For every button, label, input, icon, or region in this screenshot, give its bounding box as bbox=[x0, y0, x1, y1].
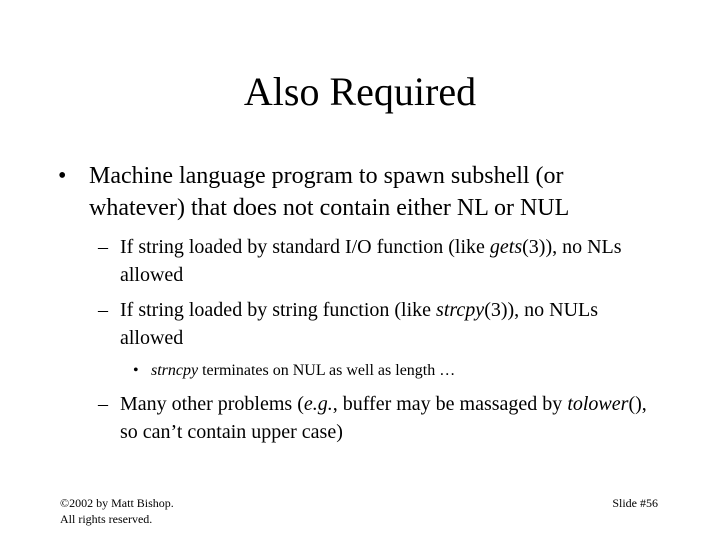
slide-title: Also Required bbox=[243, 69, 477, 114]
sub-bullet-item bbox=[98, 233, 658, 289]
slide-number: Slide #56 bbox=[612, 496, 658, 510]
sub-bullet-text: If string loaded by string function (like strcpy(3)), no NULs allowed bbox=[120, 299, 599, 349]
sub-bullet-mark: – bbox=[98, 236, 108, 258]
sub-bullet-text: Many other problems (e.g., buffer may be massaged by tolower(), so can’t contain upper case) bbox=[120, 393, 647, 443]
copyright-line: ©2002 by Matt Bishop. bbox=[60, 496, 174, 510]
rights-line: All rights reserved. bbox=[60, 512, 153, 526]
sub-sub-bullet-text: strncpy terminates on NUL as well as length … bbox=[151, 362, 456, 379]
sub-bullet-mark: – bbox=[98, 393, 108, 415]
sub-bullet-mark: – bbox=[98, 299, 108, 321]
bullet-item bbox=[58, 160, 658, 224]
sub-sub-bullet-mark: • bbox=[133, 362, 139, 379]
sub-bullet-item bbox=[98, 296, 658, 352]
bullet-text: Machine language program to spawn subshell (or whatever) that does not contain either NL or NUL bbox=[89, 163, 570, 221]
footer-copyright bbox=[60, 495, 174, 527]
sub-bullet-item bbox=[98, 390, 658, 446]
sub-sub-bullet-item bbox=[133, 361, 633, 381]
bullet-mark: • bbox=[58, 163, 67, 189]
sub-bullet-text: If string loaded by standard I/O function (like gets(3)), no NLs allowed bbox=[120, 236, 622, 286]
